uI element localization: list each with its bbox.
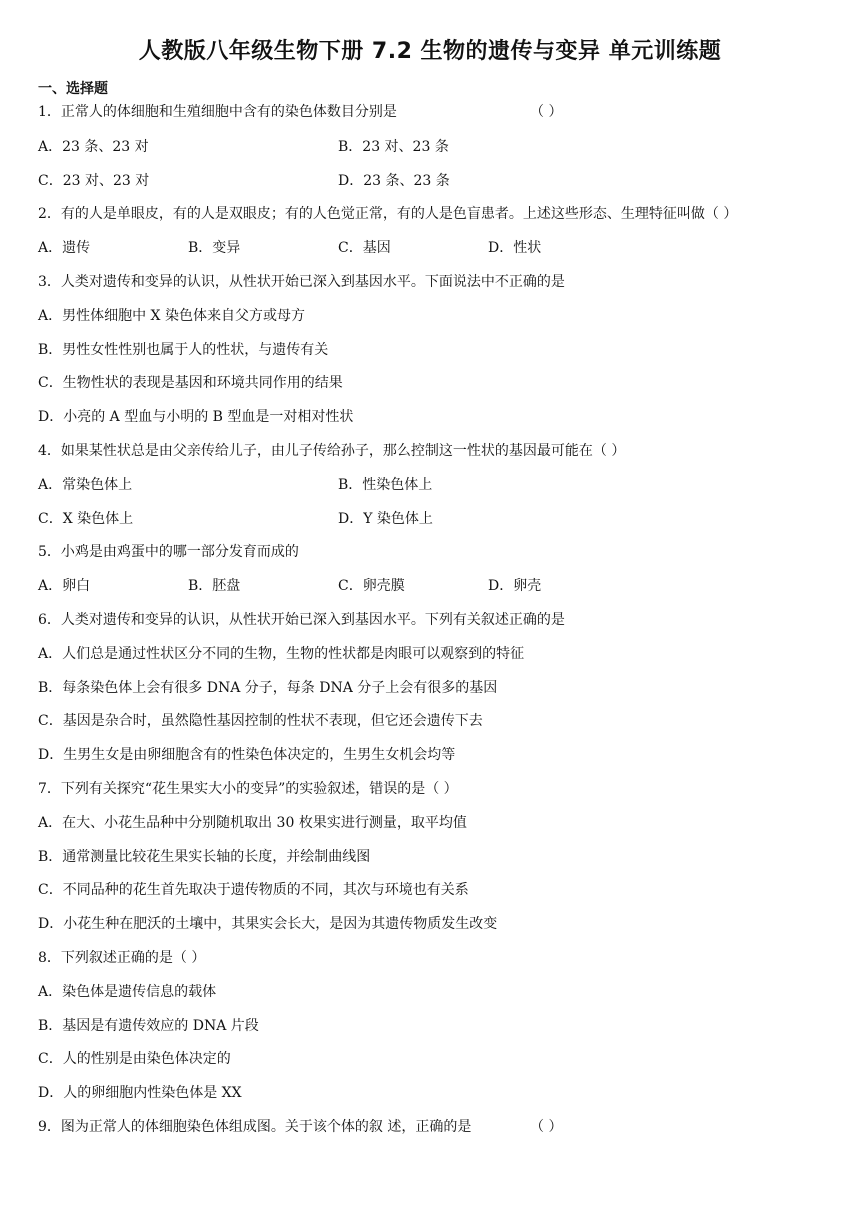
options-row [38,137,818,157]
option-b: B．23 对、23 条 [338,139,449,155]
option-d: D．小花生种在肥沃的土壤中，其果实会长大，是因为其遗传物质发生改变 [38,916,498,932]
question-2 [38,204,737,224]
option-d: D．23 条、23 条 [338,173,450,189]
option-d: D．人的卵细胞内性染色体是 XX [38,1085,242,1101]
option-d: D．卵壳 [488,578,542,594]
question-7 [38,779,458,799]
option-a: A．卵白 [38,578,91,594]
question-stem: 3．人类对遗传和变异的认识，从性状开始已深入到基因水平。下面说法中不正确的是 [38,274,565,290]
option-a: A．常染色体上 [38,477,133,493]
option-c: C．X 染色体上 [38,511,134,527]
option-c: C．基因是杂合时，虽然隐性基因控制的性状不表现，但它还会遗传下去 [38,713,483,729]
question-6 [38,610,565,630]
question-5 [38,542,299,562]
section-label: 一、选择题 [38,81,108,97]
question-stem: 8．下列叙述正确的是（ ） [38,950,206,966]
option-a: A．人们总是通过性状区分不同的生物，生物的性状都是肉眼可以观察到的特征 [38,646,525,662]
page-title: 人教版八年级生物下册 7.2 生物的遗传与变异 单元训练题 [138,39,722,64]
question-stem: 7．下列有关探究“花生果实大小的变异”的实验叙述，错误的是（ ） [38,781,458,797]
option-a: A．在大、小花生品种中分别随机取出 30 枚果实进行测量，取平均值 [38,815,467,831]
option-c: C．23 对、23 对 [38,173,150,189]
option-b: B．通常测量比较花生果实长轴的长度，并绘制曲线图 [38,849,371,865]
option-d: D．生男生女是由卵细胞含有的性染色体决定的，生男生女机会均等 [38,747,456,763]
option-c: C．生物性状的表现是基因和环境共同作用的结果 [38,375,343,391]
option-d: D．性状 [488,240,542,256]
options-row [38,509,818,529]
option-b: B．变异 [188,240,241,256]
option-b: B．胚盘 [188,578,241,594]
question-stem: 5．小鸡是由鸡蛋中的哪一部分发育而成的 [38,544,299,560]
option-a: A．23 条、23 对 [38,139,149,155]
question-stem: 4．如果某性状总是由父亲传给儿子，由儿子传给孙子，那么控制这一性状的基因最可能在（ ） [38,443,626,459]
question-9 [38,1117,598,1137]
option-c: C．卵壳膜 [338,578,405,594]
options-row [38,238,818,258]
option-a: A．遗传 [38,240,91,256]
question-1 [38,102,598,122]
question-stem: 2．有的人是单眼皮，有的人是双眼皮；有的人色觉正常，有的人是色盲患者。上述这些形态、生理特征叫做（ ） [38,206,738,222]
question-stem: 9．图为正常人的体细胞染色体组成图。关于该个体的叙 述，正确的是 [38,1119,472,1135]
question-4 [38,441,625,461]
answer-paren: （ ） [530,1119,563,1135]
options-row [38,475,818,495]
options-row [38,576,818,596]
question-stem: 6．人类对遗传和变异的认识，从性状开始已深入到基因水平。下列有关叙述正确的是 [38,612,565,628]
option-b: B．性染色体上 [338,477,433,493]
option-b: B．男性女性性别也属于人的性状，与遗传有关 [38,342,329,358]
option-c: C．基因 [338,240,391,256]
option-c: C．不同品种的花生首先取决于遗传物质的不同，其次与环境也有关系 [38,882,469,898]
option-d: D．小亮的 A 型血与小明的 B 型血是一对相对性状 [38,409,354,425]
question-3 [38,272,565,292]
option-b: B．基因是有遗传效应的 DNA 片段 [38,1018,259,1034]
answer-paren: （ ） [530,104,563,120]
option-d: D．Y 染色体上 [338,511,433,527]
option-c: C．人的性别是由染色体决定的 [38,1051,231,1067]
question-stem: 1．正常人的体细胞和生殖细胞中含有的染色体数目分别是 [38,104,397,120]
option-a: A．男性体细胞中 X 染色体来自父方或母方 [38,308,305,324]
options-row [38,171,818,191]
option-b: B．每条染色体上会有很多 DNA 分子，每条 DNA 分子上会有很多的基因 [38,680,498,696]
option-a: A．染色体是遗传信息的载体 [38,984,217,1000]
question-8 [38,948,205,968]
